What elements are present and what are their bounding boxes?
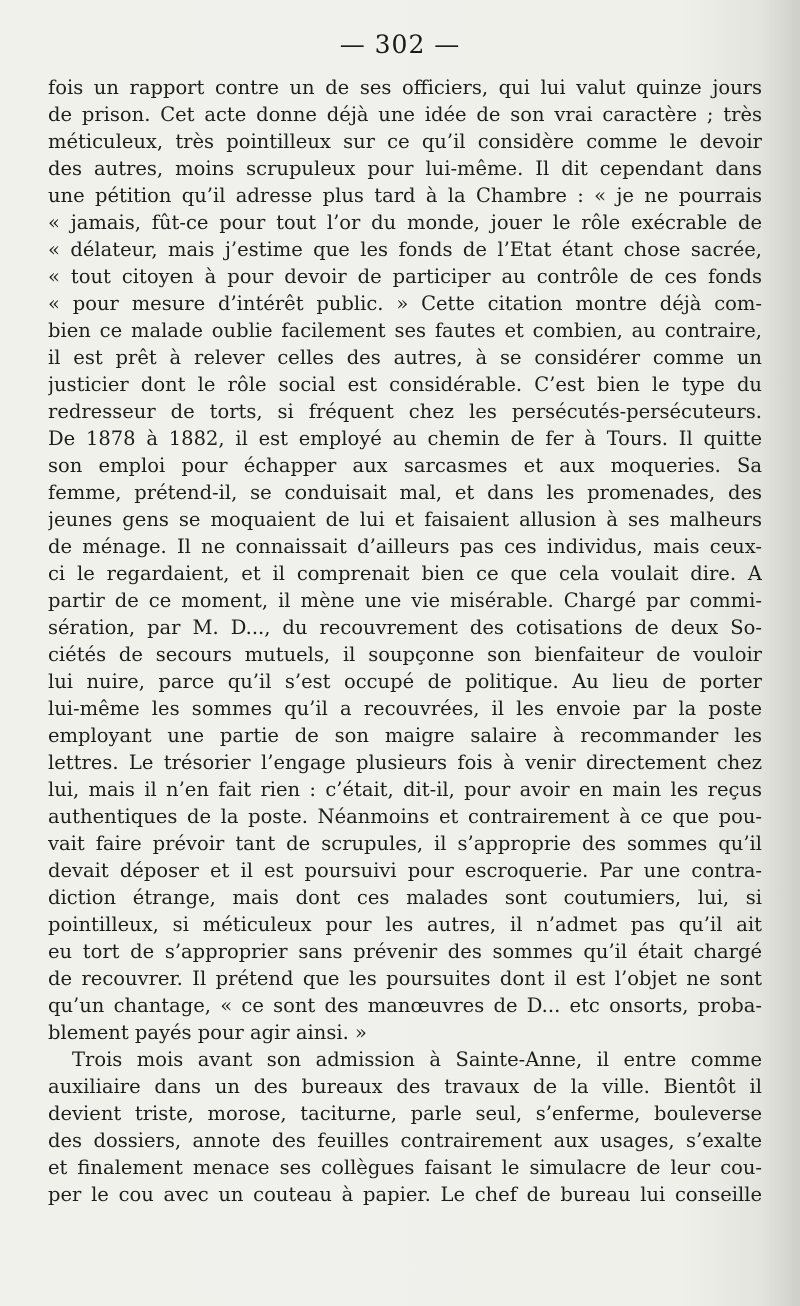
text-line: lui, mais il n’en fait rien : c’était, dit-il, pour avoir en main les reçus — [48, 778, 762, 801]
text-line: de prison. Cet acte donne déjà une idée de son vrai caractère ; très — [48, 103, 762, 126]
text-line: « pour mesure d’intérêt public. » Cette citation montre déjà com- — [48, 292, 762, 315]
text-line: justicier dont le rôle social est considérable. C’est bien le type du — [48, 373, 762, 396]
text-line: eu tort de s’approprier sans prévenir des sommes qu’il était chargé — [48, 940, 762, 963]
text-line: bien ce malade oublie facilement ses fautes et combien, au contraire, — [48, 319, 762, 342]
text-line: son emploi pour échapper aux sarcasmes et aux moqueries. Sa — [48, 454, 762, 477]
text-line: jeunes gens se moquaient de lui et faisaient allusion à ses malheurs — [48, 508, 762, 531]
page-number: — 302 — — [339, 30, 461, 59]
text-line: devait déposer et il est poursuivi pour escroquerie. Par une contra- — [48, 859, 762, 882]
text-line: lettres. Le trésorier l’engage plusieurs fois à venir directement chez — [48, 751, 762, 774]
text-line: « tout citoyen à pour devoir de participer au contrôle de ces fonds — [48, 265, 762, 288]
text-line: de ménage. Il ne connaissait d’ailleurs pas ces individus, mais ceux- — [48, 535, 762, 558]
text-line: authentiques de la poste. Néanmoins et contrairement à ce que pou- — [48, 805, 762, 828]
text-line: « jamais, fût-ce pour tout l’or du monde, jouer le rôle exécrable de — [48, 211, 762, 234]
text-line: pointilleux, si méticuleux pour les autres, il n’admet pas qu’il ait — [48, 913, 762, 936]
text-line: auxiliaire dans un des bureaux des travaux de la ville. Bientôt il — [48, 1075, 762, 1098]
text-line: ci le regardaient, et il comprenait bien ce que cela voulait dire. A — [48, 562, 762, 585]
text-line: sération, par M. D..., du recouvrement des cotisations de deux So- — [48, 616, 762, 639]
text-line: Trois mois avant son admission à Sainte-Anne, il entre comme — [72, 1048, 762, 1071]
text-line: fois un rapport contre un de ses officiers, qui lui valut quinze jours — [48, 76, 762, 99]
text-line: diction étrange, mais dont ces malades sont coutumiers, lui, si — [48, 886, 762, 909]
text-line: « délateur, mais j’estime que les fonds de l’Etat étant chose sacrée, — [48, 238, 762, 261]
text-line: lui nuire, parce qu’il s’est occupé de politique. Au lieu de porter — [48, 670, 762, 693]
text-line: blement payés pour agir ainsi. » — [48, 1021, 367, 1044]
text-line: méticuleux, très pointilleux sur ce qu’il considère comme le devoir — [48, 130, 762, 153]
text-line: redresseur de torts, si fréquent chez les persécutés-persécuteurs. — [48, 400, 762, 423]
text-line: per le cou avec un couteau à papier. Le chef de bureau lui conseille — [48, 1183, 762, 1206]
body-text — [48, 74, 762, 1208]
text-line: de recouvrer. Il prétend que les poursuites dont il est l’objet ne sont — [48, 967, 762, 990]
text-line: et finalement menace ses collègues faisant le simulacre de leur cou- — [48, 1156, 762, 1179]
text-line: des autres, moins scrupuleux pour lui-même. Il dit cependant dans — [48, 157, 762, 180]
paragraph-2 — [48, 1046, 762, 1208]
text-line: partir de ce moment, il mène une vie misérable. Chargé par commi- — [48, 589, 762, 612]
text-line: des dossiers, annote des feuilles contrairement aux usages, s’exalte — [48, 1129, 762, 1152]
text-line: lui-même les sommes qu’il a recouvrées, il les envoie par la poste — [48, 697, 762, 720]
text-line: femme, prétend-il, se conduisait mal, et dans les promenades, des — [48, 481, 762, 504]
text-line: De 1878 à 1882, il est employé au chemin de fer à Tours. Il quitte — [48, 427, 762, 450]
text-line: il est prêt à relever celles des autres, à se considérer comme un — [48, 346, 762, 369]
text-line: une pétition qu’il adresse plus tard à la Chambre : « je ne pourrais — [48, 184, 762, 207]
text-line: qu’un chantage, « ce sont des manœuvres de D... etc onsorts, proba- — [48, 994, 762, 1017]
paragraph-1 — [48, 74, 762, 1046]
text-line: employant une partie de son maigre salaire à recommander les — [48, 724, 762, 747]
text-line: vait faire prévoir tant de scrupules, il s’approprie des sommes qu’il — [48, 832, 762, 855]
text-line: devient triste, morose, taciturne, parle seul, s’enferme, bouleverse — [48, 1102, 762, 1125]
text-line: ciétés de secours mutuels, il soupçonne son bienfaiteur de vouloir — [48, 643, 762, 666]
